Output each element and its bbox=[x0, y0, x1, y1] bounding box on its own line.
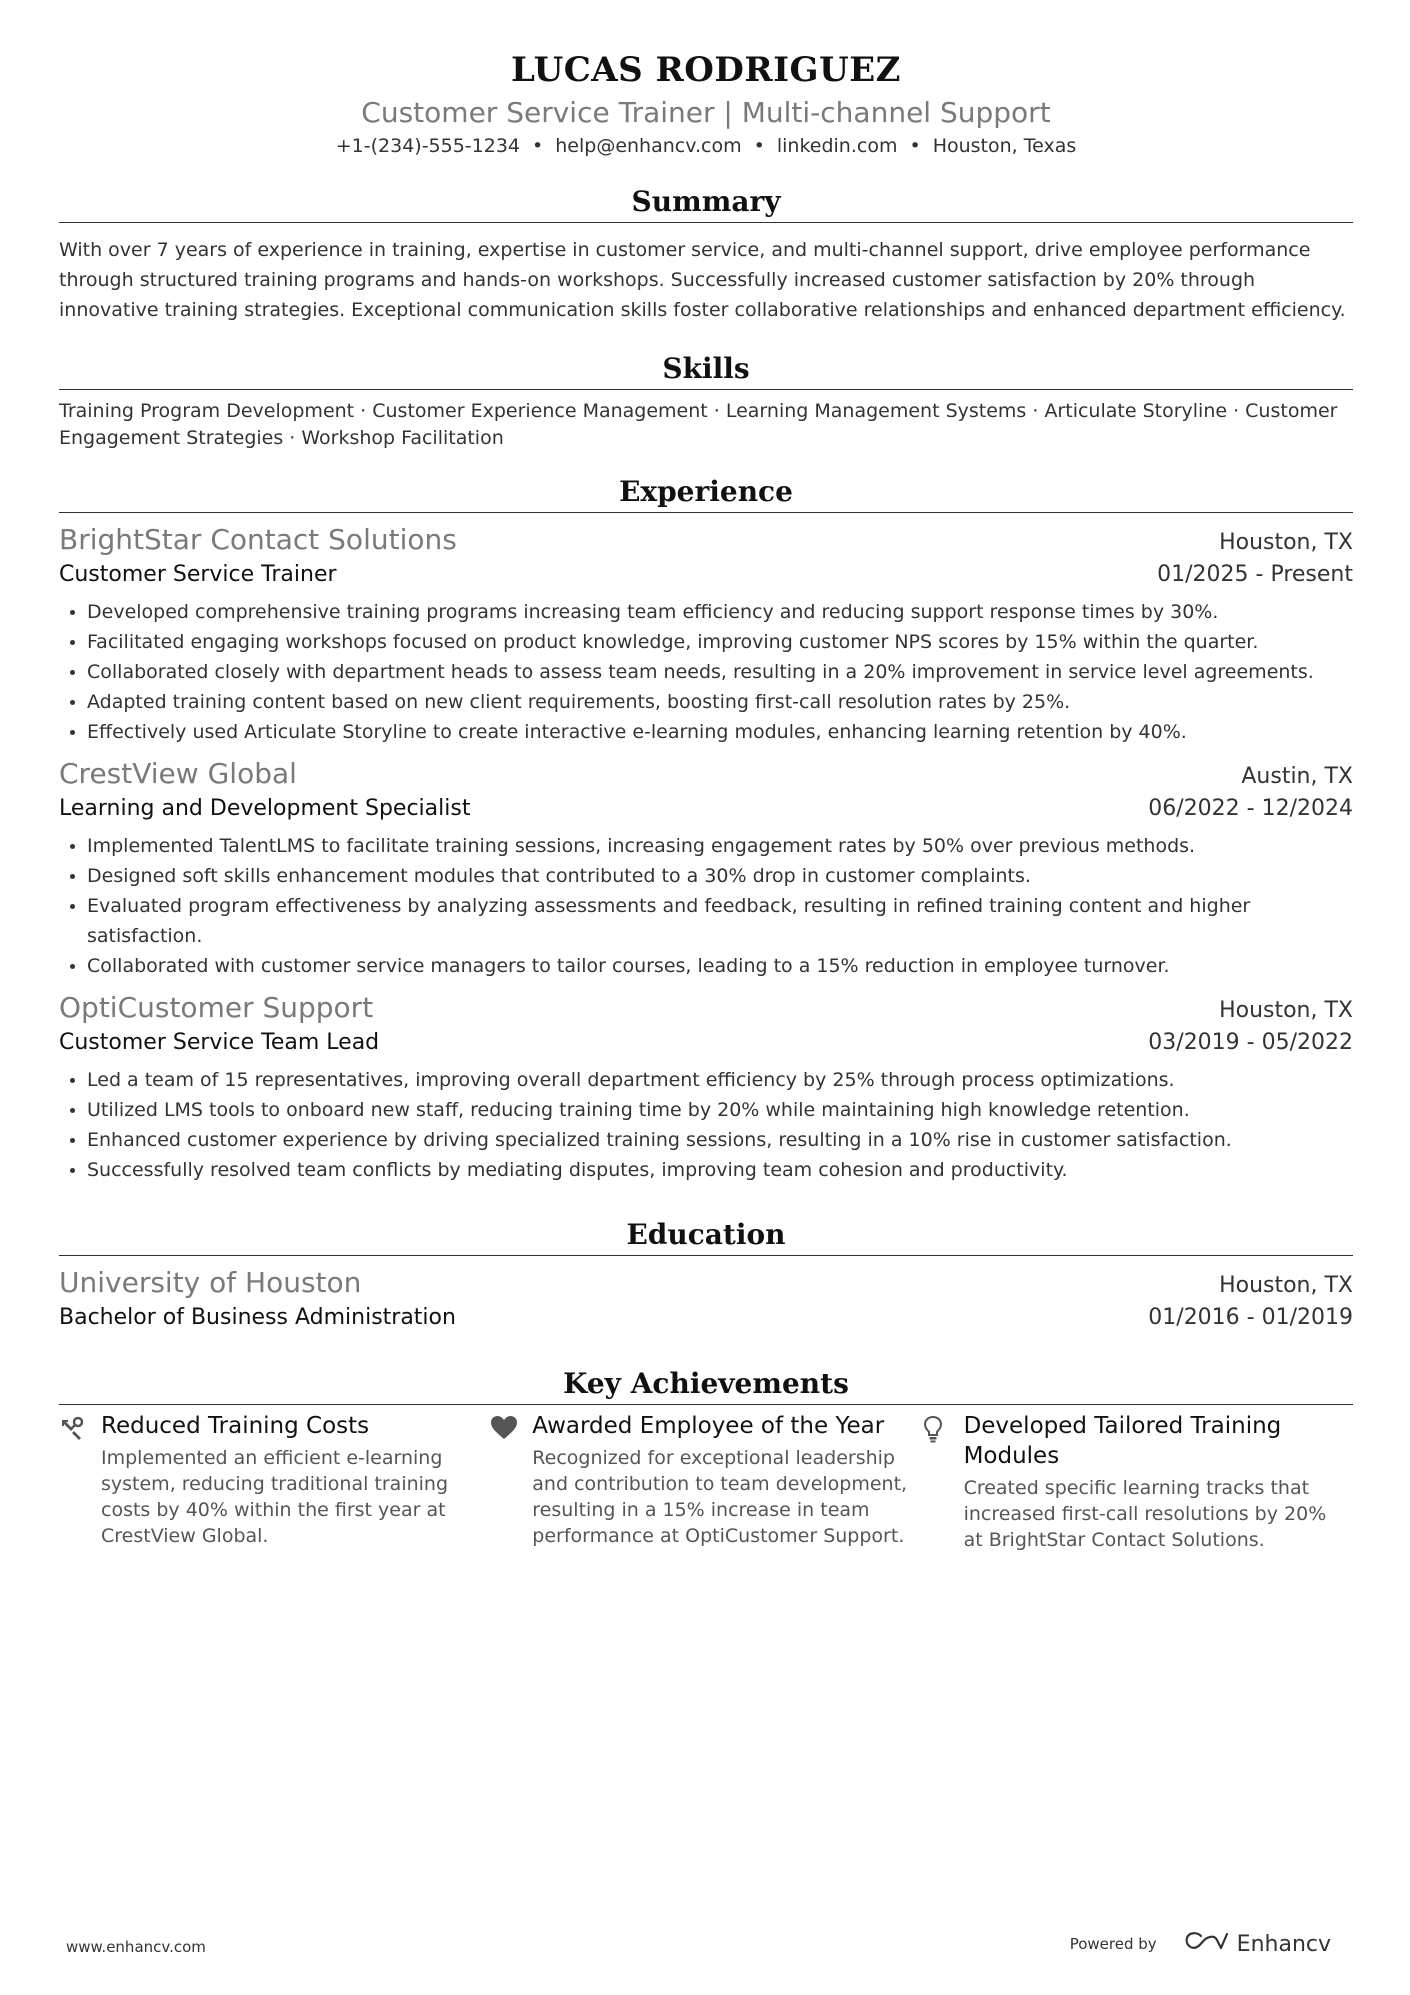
job-location: Houston, TX bbox=[1219, 530, 1353, 555]
job-dates: 03/2019 - 05/2022 bbox=[1148, 1030, 1353, 1055]
job-entry bbox=[59, 989, 1353, 1185]
school-location: Houston, TX bbox=[1219, 1273, 1353, 1298]
job-bullet: • Enhanced customer experience by driving specialized training sessions, resulting in a 10% rise in customer satisfaction. bbox=[87, 1125, 1353, 1155]
job-bullet: • Implemented TalentLMS to facilitate training sessions, increasing engagement rates by 50% over previous methods. bbox=[87, 831, 1353, 861]
achievement-item bbox=[490, 1411, 921, 1553]
job-location: Austin, TX bbox=[1241, 764, 1353, 789]
job-bullet: • Collaborated closely with department heads to assess team needs, resulting in a 20% improvement in service level agreements. bbox=[87, 657, 1353, 687]
job-location: Houston, TX bbox=[1219, 998, 1353, 1023]
job-bullets bbox=[59, 1065, 1353, 1185]
job-bullet: • Led a team of 15 representatives, improving overall department efficiency by 25% through process optimizations. bbox=[87, 1065, 1353, 1095]
achievement-item bbox=[59, 1411, 490, 1553]
contact-line bbox=[59, 132, 1353, 160]
candidate-name: LUCAS RODRIGUEZ bbox=[511, 50, 901, 90]
job-entry bbox=[59, 521, 1353, 747]
candidate-title: Customer Service Trainer | Multi-channel Support bbox=[361, 96, 1051, 129]
experience-heading: Experience bbox=[59, 472, 1353, 513]
enhancv-brand[interactable]: Enhancv bbox=[1236, 1931, 1331, 1957]
enhancv-logo-icon bbox=[1183, 1930, 1229, 1958]
powered-by-label: Powered by bbox=[1069, 1935, 1157, 1953]
job-bullet: • Collaborated with customer service managers to tailor courses, leading to a 15% reduction in employee turnover. bbox=[87, 951, 1353, 981]
location: Houston, Texas bbox=[932, 135, 1077, 157]
job-role: Learning and Development Specialist bbox=[59, 796, 471, 821]
lightbulb-icon bbox=[922, 1411, 964, 1553]
job-dates: 01/2025 - Present bbox=[1157, 562, 1353, 587]
skills-list: Training Program Development · Customer Experience Management · Learning Management Systems · Articulate Storyline · Customer Engagement Strategies · Workshop Facilitation bbox=[59, 400, 1338, 449]
achievements-section bbox=[59, 1364, 1353, 1553]
company-name: BrightStar Contact Solutions bbox=[59, 523, 457, 556]
achievement-desc: Implemented an efficient e-learning system, reducing traditional training costs by 40% within the first year at CrestView Global. bbox=[101, 1447, 449, 1547]
achievement-title: Reduced Training Costs bbox=[101, 1413, 370, 1439]
job-bullets bbox=[59, 597, 1353, 747]
school-name: University of Houston bbox=[59, 1266, 362, 1299]
job-bullet: • Effectively used Articulate Storyline to create interactive e-learning modules, enhancing learning retention by 40%. bbox=[87, 717, 1353, 747]
heart-icon bbox=[490, 1411, 532, 1553]
achievement-title: Developed Tailored Training Modules bbox=[963, 1413, 1282, 1469]
education-section bbox=[59, 1215, 1353, 1334]
job-bullet: • Evaluated program effectiveness by analyzing assessments and feedback, resulting in refined training content and higher satisfaction. bbox=[87, 891, 1353, 951]
achievement-item bbox=[922, 1411, 1353, 1553]
achievement-desc: Recognized for exceptional leadership and contribution to team development, resulting in a 15% increase in team performance at OptiCustomer Support. bbox=[532, 1447, 908, 1547]
job-bullet: • Facilitated engaging workshops focused on product knowledge, improving customer NPS scores by 15% within the quarter. bbox=[87, 627, 1353, 657]
job-bullet: • Utilized LMS tools to onboard new staff, reducing training time by 20% while maintaining high knowledge retention. bbox=[87, 1095, 1353, 1125]
tools-icon bbox=[59, 1411, 101, 1553]
email[interactable]: help@enhancv.com bbox=[555, 135, 742, 157]
education-entry bbox=[59, 1264, 1353, 1334]
degree: Bachelor of Business Administration bbox=[59, 1305, 456, 1330]
footer-branding bbox=[1070, 1930, 1331, 1958]
job-bullet: • Adapted training content based on new client requirements, boosting first-call resolution rates by 25%. bbox=[87, 687, 1353, 717]
job-bullet: • Developed comprehensive training programs increasing team efficiency and reducing support response times by 30%. bbox=[87, 597, 1353, 627]
job-dates: 06/2022 - 12/2024 bbox=[1148, 796, 1353, 821]
summary-section bbox=[59, 182, 1353, 325]
summary-heading: Summary bbox=[59, 182, 1353, 223]
skills-heading: Skills bbox=[59, 349, 1353, 390]
footer-website[interactable]: www.enhancv.com bbox=[66, 1938, 206, 1956]
job-role: Customer Service Team Lead bbox=[59, 1030, 380, 1055]
summary-text: With over 7 years of experience in training, expertise in customer service, and multi-channel support, drive employee performance through structured training programs and hands-on workshops. Successfully increased customer satisfaction by 20% through innovative training strategies. Exceptional communication skills foster collaborative relationships and enhanced department efficiency. bbox=[59, 239, 1346, 321]
job-entry bbox=[59, 755, 1353, 981]
skills-section bbox=[59, 349, 1353, 452]
contact-separator: • bbox=[532, 135, 544, 157]
company-name: CrestView Global bbox=[59, 757, 297, 790]
linkedin-link[interactable]: linkedin.com bbox=[776, 135, 898, 157]
achievement-desc: Created specific learning tracks that increased first-call resolutions by 20% at BrightStar Contact Solutions. bbox=[963, 1477, 1327, 1551]
contact-separator: • bbox=[909, 135, 921, 157]
company-name: OptiCustomer Support bbox=[59, 991, 374, 1024]
phone[interactable]: +1-(234)-555-1234 bbox=[335, 135, 521, 157]
achievement-title: Awarded Employee of the Year bbox=[532, 1413, 885, 1439]
job-bullets bbox=[59, 831, 1353, 981]
education-heading: Education bbox=[59, 1215, 1353, 1256]
job-bullet: • Designed soft skills enhancement modules that contributed to a 30% drop in customer complaints. bbox=[87, 861, 1353, 891]
job-role: Customer Service Trainer bbox=[59, 562, 337, 587]
achievements-heading: Key Achievements bbox=[59, 1364, 1353, 1405]
contact-separator: • bbox=[753, 135, 765, 157]
experience-section bbox=[59, 472, 1353, 1185]
job-bullet: • Successfully resolved team conflicts by mediating disputes, improving team cohesion and productivity. bbox=[87, 1155, 1353, 1185]
resume-page bbox=[59, 0, 1353, 1553]
education-dates: 01/2016 - 01/2019 bbox=[1148, 1305, 1353, 1330]
